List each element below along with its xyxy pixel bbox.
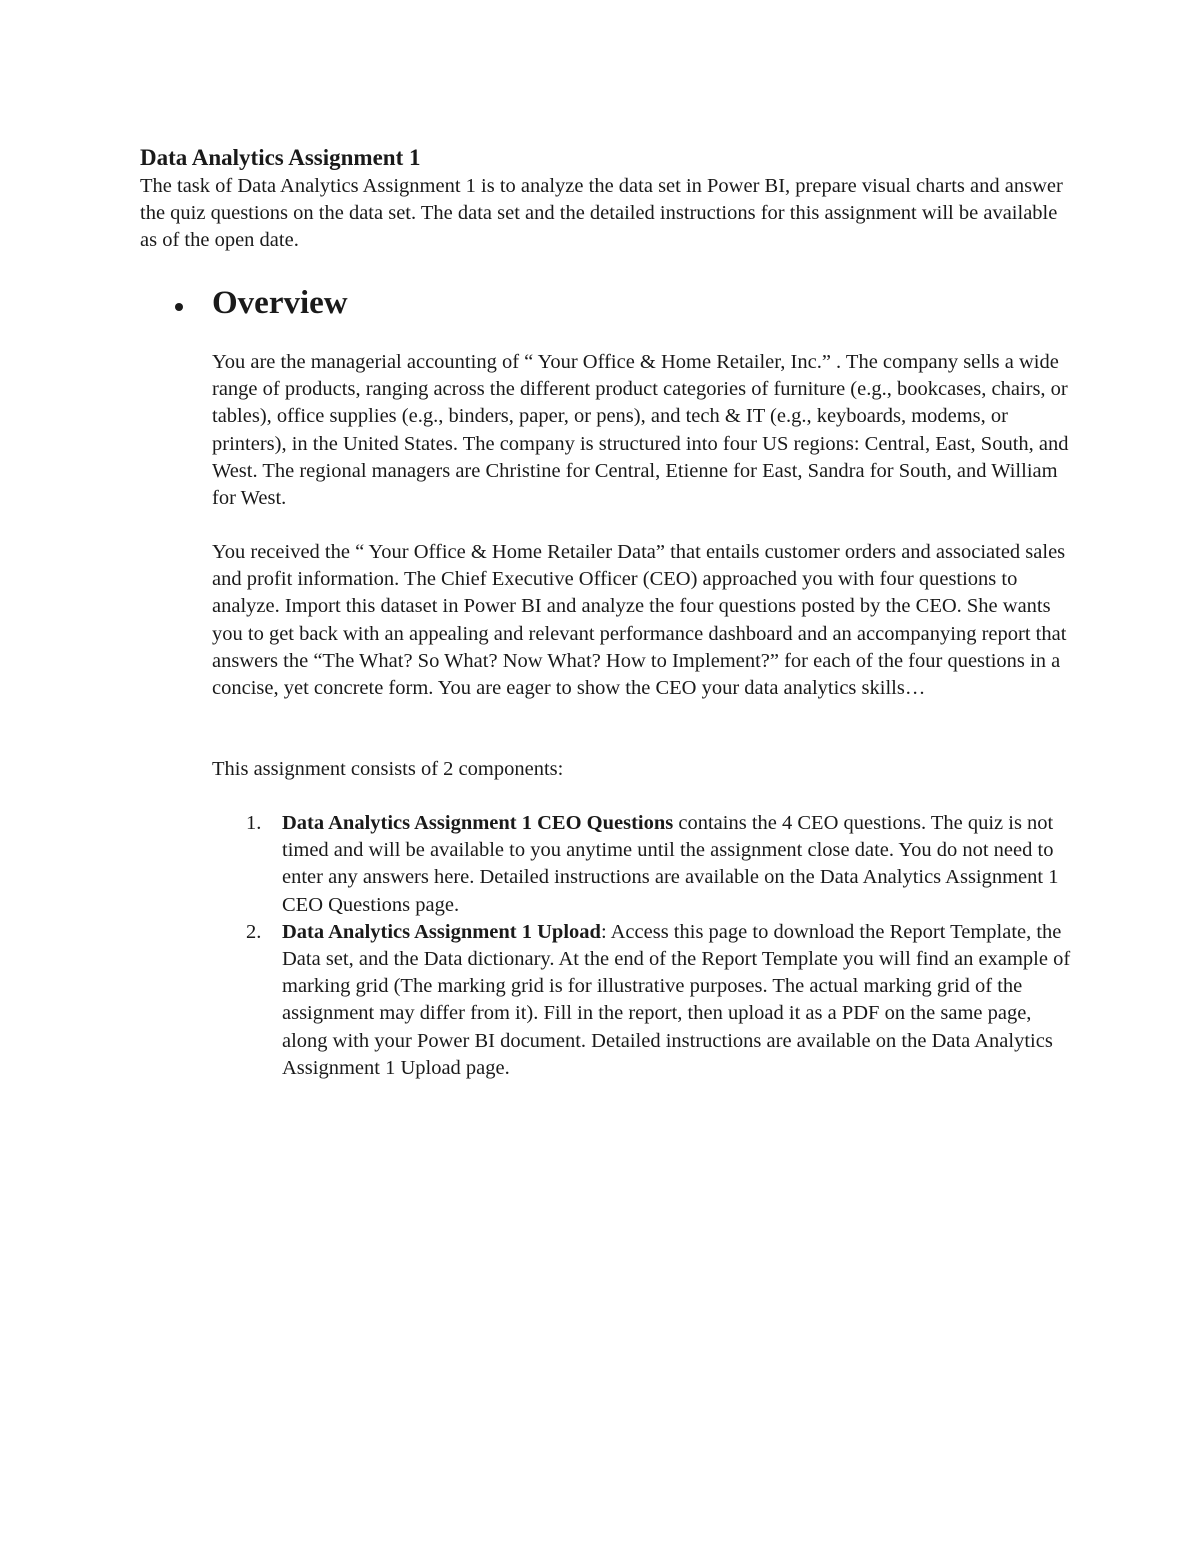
list-item-number: 2. bbox=[246, 920, 262, 943]
components-list bbox=[212, 810, 1072, 1082]
overview-paragraph-components-intro: This assignment consists of 2 components: bbox=[212, 758, 564, 780]
overview-paragraph-company: You are the managerial accounting of “ Your Office & Home Retailer, Inc.” . The company sells a wide range of products, ranging across the different product categories of furniture (e.g., bookcases, chairs, or tables), office supplies (e.g., binders, paper, or pens), and tech & IT (e.g., keyboards, modems, or printers), in the United States. The company is structured into four US regions: Central, East, South, and West. The regional managers are Christine for Central, Etienne for East, Sandra for South, and William for West. bbox=[212, 351, 1069, 510]
overview-title: Overview bbox=[212, 285, 348, 321]
document-title: Data Analytics Assignment 1 bbox=[140, 145, 421, 170]
overview-heading bbox=[172, 282, 672, 324]
overview-paragraph-dataset: You received the “ Your Office & Home Retailer Data” that entails customer orders and associated sales and profit information. The Chief Executive Officer (CEO) approached you with four questions to analyze. Import this dataset in Power BI and analyze the four questions posted by the CEO. She wants you to get back with an appealing and relevant performance dashboard and an accompanying report that answers the “The What? So What? Now What? How to Implement?” for each of the four questions in a concise, yet concrete form. You are eager to show the CEO your data analytics skills… bbox=[212, 541, 1067, 700]
component-description: contains the 4 CEO questions. The quiz is not timed and will be available to you anytime until the assignment close date. You do not need to enter any answers here. Detailed instructions are available on the Data Analytics Assignment 1 CEO Questions page. bbox=[282, 812, 1059, 916]
bullet-icon bbox=[175, 303, 183, 311]
list-item bbox=[212, 810, 1072, 919]
component-name: Data Analytics Assignment 1 Upload bbox=[282, 920, 601, 943]
list-item bbox=[212, 919, 1072, 1082]
component-name: Data Analytics Assignment 1 CEO Questions bbox=[282, 812, 674, 834]
component-description: : Access this page to download the Report Template, the Data set, and the Data dictionary. At the end of the Report Template you will find an example of marking grid (The marking grid is for illustrative purposes. The actual marking grid of the assignment may differ from it). Fill in the report, then upload it as a PDF on the same page, along with your Power BI document. Detailed instructions are available on the Data Analytics Assignment 1 Upload page. bbox=[282, 920, 1071, 1079]
list-item-number: 1. bbox=[246, 812, 262, 834]
intro-paragraph: The task of Data Analytics Assignment 1 is to analyze the data set in Power BI, prepare visual charts and answer the quiz questions on the data set. The data set and the detailed instructions for this assignment will be available as of the open date. bbox=[140, 175, 1063, 252]
